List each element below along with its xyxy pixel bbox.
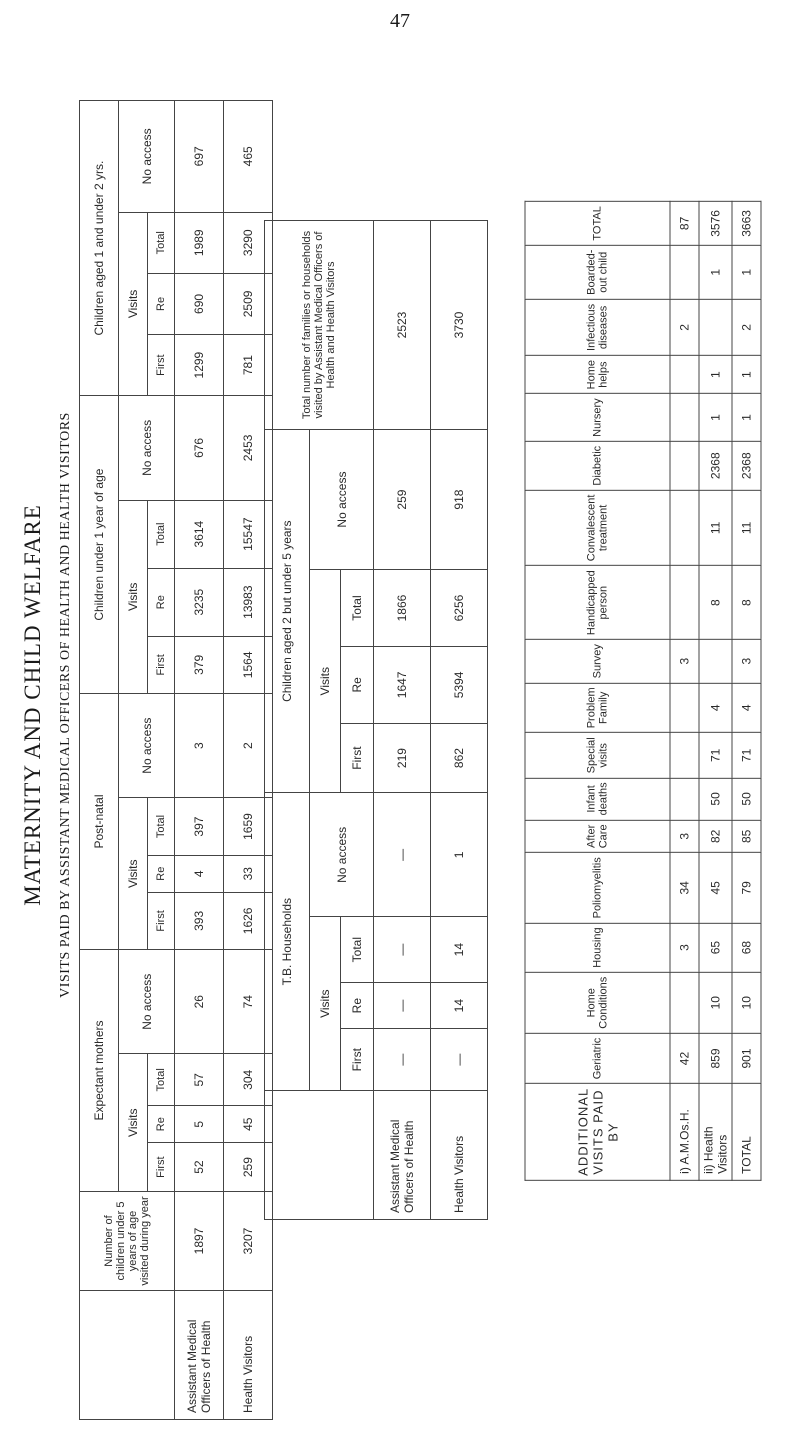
page-number: 47: [390, 10, 410, 32]
row-label: Assistant Medical Officers of Health: [175, 1291, 224, 1420]
cell: 42: [670, 1033, 699, 1084]
no-access-header: No access: [310, 793, 374, 917]
table-3-wrapper: [500, 206, 786, 1176]
cell: 10: [732, 972, 761, 1033]
cell: 3614: [175, 500, 224, 568]
re-header: Re: [148, 1106, 175, 1143]
cell: 1866: [374, 570, 431, 647]
cell: 676: [175, 396, 224, 500]
cell: 11: [699, 490, 732, 566]
col-header: Diabetic: [525, 441, 670, 490]
re-header: Re: [148, 568, 175, 636]
first-header: First: [148, 1143, 175, 1192]
cell: [699, 299, 732, 355]
cell: 85: [732, 820, 761, 853]
cell: 87: [670, 202, 699, 245]
no-access-header: No access: [119, 396, 175, 500]
first-header: First: [341, 1029, 374, 1091]
col-header: Problem Family: [525, 683, 670, 733]
cell: 2368: [699, 441, 732, 490]
row-label: ii) Health Visitors: [699, 1084, 732, 1181]
cell: 781: [224, 335, 273, 396]
cell: 26: [175, 950, 224, 1054]
col-header: Poliomyelitis: [525, 853, 670, 923]
cell: 697: [175, 101, 224, 213]
table-1-wrapper: [90, 95, 262, 1425]
cell: 2: [670, 299, 699, 355]
cell: 3: [175, 693, 224, 797]
cell: 1: [732, 355, 761, 393]
no-access-header: No access: [310, 430, 374, 570]
col-header: Nursery: [525, 394, 670, 442]
total-header: Total: [341, 570, 374, 647]
re-header: Re: [148, 855, 175, 892]
cell: 45: [699, 853, 732, 923]
col-header: Home Conditions: [525, 972, 670, 1033]
page-subtitle: [56, 50, 76, 1360]
no-access-header: No access: [119, 693, 175, 797]
row-label-header: [80, 1291, 175, 1420]
additional-heading: ADDITIONAL VISITS PAID BY: [525, 1084, 670, 1181]
total-header: Total: [148, 798, 175, 855]
cell: 8: [732, 566, 761, 640]
cell: 10: [699, 972, 732, 1033]
visits-header: Visits: [310, 570, 341, 793]
cell: 259: [374, 430, 431, 570]
cell: [670, 566, 699, 640]
col-header: Convalescent treatment: [525, 490, 670, 566]
cell: 259: [224, 1143, 273, 1192]
cell: 397: [175, 798, 224, 855]
cell: 3: [732, 640, 761, 683]
cell: [670, 972, 699, 1033]
no-access-header: No access: [119, 950, 175, 1054]
cell: 1299: [175, 335, 224, 396]
cell: 2523: [374, 221, 431, 430]
cell: 379: [175, 636, 224, 693]
cell: 11: [732, 490, 761, 566]
cell: 1564: [224, 636, 273, 693]
cell: 3730: [431, 221, 488, 430]
cell: 862: [431, 723, 488, 793]
first-header: First: [148, 892, 175, 949]
title-text: MATERNITY AND CHILD WELFARE: [20, 504, 45, 906]
cell: 52: [175, 1143, 224, 1192]
cell: 4: [732, 683, 761, 733]
cell: 2368: [732, 441, 761, 490]
cell: 1: [431, 793, 488, 917]
cell: 14: [431, 982, 488, 1028]
cell: 859: [699, 1033, 732, 1084]
cell: 3663: [732, 202, 761, 245]
cell: 65: [699, 923, 732, 972]
cell: 2: [732, 299, 761, 355]
table-row: [732, 202, 761, 1181]
table-2-wrapper: [280, 215, 467, 1225]
col-header: Housing: [525, 923, 670, 972]
under1-header: Children under 1 year of age: [80, 396, 119, 694]
first-header: First: [148, 636, 175, 693]
table-row: [699, 202, 732, 1181]
cell: [670, 441, 699, 490]
col-header: Infant deaths: [525, 778, 670, 820]
no-access-header: No access: [119, 101, 175, 213]
cell: 2: [224, 693, 273, 797]
cell: 6256: [431, 570, 488, 647]
cell: 5394: [431, 646, 488, 723]
row-label: Health Visitors: [224, 1291, 273, 1420]
visits-header: Visits: [310, 917, 341, 1091]
cell: —: [374, 982, 431, 1028]
total-header: Total: [148, 1054, 175, 1106]
cell: —: [431, 1029, 488, 1091]
col-header: Handicapped person: [525, 566, 670, 640]
cell: 13983: [224, 568, 273, 636]
cell: 1897: [175, 1192, 224, 1291]
subtitle-text: VISITS PAID BY ASSISTANT MEDICAL OFFICERS OF HEALTH AND HEALTH VISITORS: [58, 412, 73, 998]
cell: 901: [732, 1033, 761, 1084]
expectant-header: Expectant mothers: [80, 950, 119, 1192]
postnatal-header: Post-natal: [80, 693, 119, 949]
cell: 15547: [224, 500, 273, 568]
cell: 1659: [224, 798, 273, 855]
col-header: After Care: [525, 820, 670, 853]
col-header: Survey: [525, 640, 670, 683]
cell: 33: [224, 855, 273, 892]
page-title: [20, 50, 46, 1360]
visits-header: Visits: [119, 798, 148, 950]
families-header: Total number of families or households visited by Assistant Medical Officers of Health and Health Visitors: [265, 221, 374, 430]
cell: 1: [699, 355, 732, 393]
table-row: [374, 221, 431, 1220]
cell: 1: [732, 394, 761, 442]
cell: 1647: [374, 646, 431, 723]
cell: 4: [699, 683, 732, 733]
cell: —: [374, 793, 431, 917]
cell: 690: [175, 273, 224, 334]
row-label: i) A.M.Os.H.: [670, 1084, 699, 1181]
total-header: Total: [148, 500, 175, 568]
cell: 3235: [175, 568, 224, 636]
cell: 71: [732, 733, 761, 778]
visits-table: [79, 100, 273, 1420]
cell: [670, 394, 699, 442]
col-header: Boarded-out child: [525, 245, 670, 299]
table-row: [670, 202, 699, 1181]
re-header: Re: [148, 273, 175, 334]
cell: 5: [175, 1106, 224, 1143]
cell: 71: [699, 733, 732, 778]
tb-header: T.B. Households: [265, 793, 310, 1091]
row-label: Health Visitors: [431, 1091, 488, 1220]
total-header: Total: [148, 212, 175, 273]
cell: 8: [699, 566, 732, 640]
cell: 1: [699, 245, 732, 299]
cell: —: [374, 917, 431, 983]
cell: 79: [732, 853, 761, 923]
households-table: [264, 220, 488, 1220]
cell: 1: [699, 394, 732, 442]
cell: 74: [224, 950, 273, 1054]
cell: 3207: [224, 1192, 273, 1291]
one-to-two-header: Children aged 1 and under 2 yrs.: [80, 101, 119, 396]
visits-header: Visits: [119, 212, 148, 396]
visits-header: Visits: [119, 500, 148, 693]
col-header: Home helps: [525, 355, 670, 393]
cell: 34: [670, 853, 699, 923]
cell: 14: [431, 917, 488, 983]
row-label: TOTAL: [732, 1084, 761, 1181]
first-header: First: [341, 723, 374, 793]
cell: 465: [224, 101, 273, 213]
cell: 50: [699, 778, 732, 820]
cell: [670, 245, 699, 299]
col-header: TOTAL: [525, 202, 670, 245]
col-header: Infectious diseases: [525, 299, 670, 355]
cell: [670, 778, 699, 820]
cell: 219: [374, 723, 431, 793]
cell: 3: [670, 923, 699, 972]
cell: [699, 640, 732, 683]
row-label: Assistant Medical Officers of Health: [374, 1091, 431, 1220]
number-header: Number of children under 5 years of age visited during year: [80, 1192, 175, 1291]
cell: 3576: [699, 202, 732, 245]
cell: [670, 733, 699, 778]
cell: [670, 490, 699, 566]
cell: 45: [224, 1106, 273, 1143]
cell: 50: [732, 778, 761, 820]
cell: 2509: [224, 273, 273, 334]
cell: —: [374, 1029, 431, 1091]
table-row: [175, 101, 224, 1420]
cell: 1989: [175, 212, 224, 273]
cell: [670, 683, 699, 733]
total-header: Total: [341, 917, 374, 983]
cell: 4: [175, 855, 224, 892]
re-header: Re: [341, 982, 374, 1028]
col-header: Special visits: [525, 733, 670, 778]
cell: 304: [224, 1054, 273, 1106]
cell: 393: [175, 892, 224, 949]
cell: 68: [732, 923, 761, 972]
children-2-5-header: Children aged 2 but under 5 years: [265, 430, 310, 793]
cell: [670, 355, 699, 393]
cell: 2453: [224, 396, 273, 500]
additional-visits-table: [525, 201, 762, 1181]
visits-header: Visits: [119, 1054, 148, 1192]
table-row: [431, 221, 488, 1220]
cell: 57: [175, 1054, 224, 1106]
cell: 1: [732, 245, 761, 299]
cell: 1626: [224, 892, 273, 949]
cell: 3290: [224, 212, 273, 273]
cell: 3: [670, 820, 699, 853]
first-header: First: [148, 335, 175, 396]
cell: 82: [699, 820, 732, 853]
re-header: Re: [341, 646, 374, 723]
cell: 918: [431, 430, 488, 570]
col-header: Geriatric: [525, 1033, 670, 1084]
row-label-header: [265, 1091, 374, 1220]
cell: 3: [670, 640, 699, 683]
